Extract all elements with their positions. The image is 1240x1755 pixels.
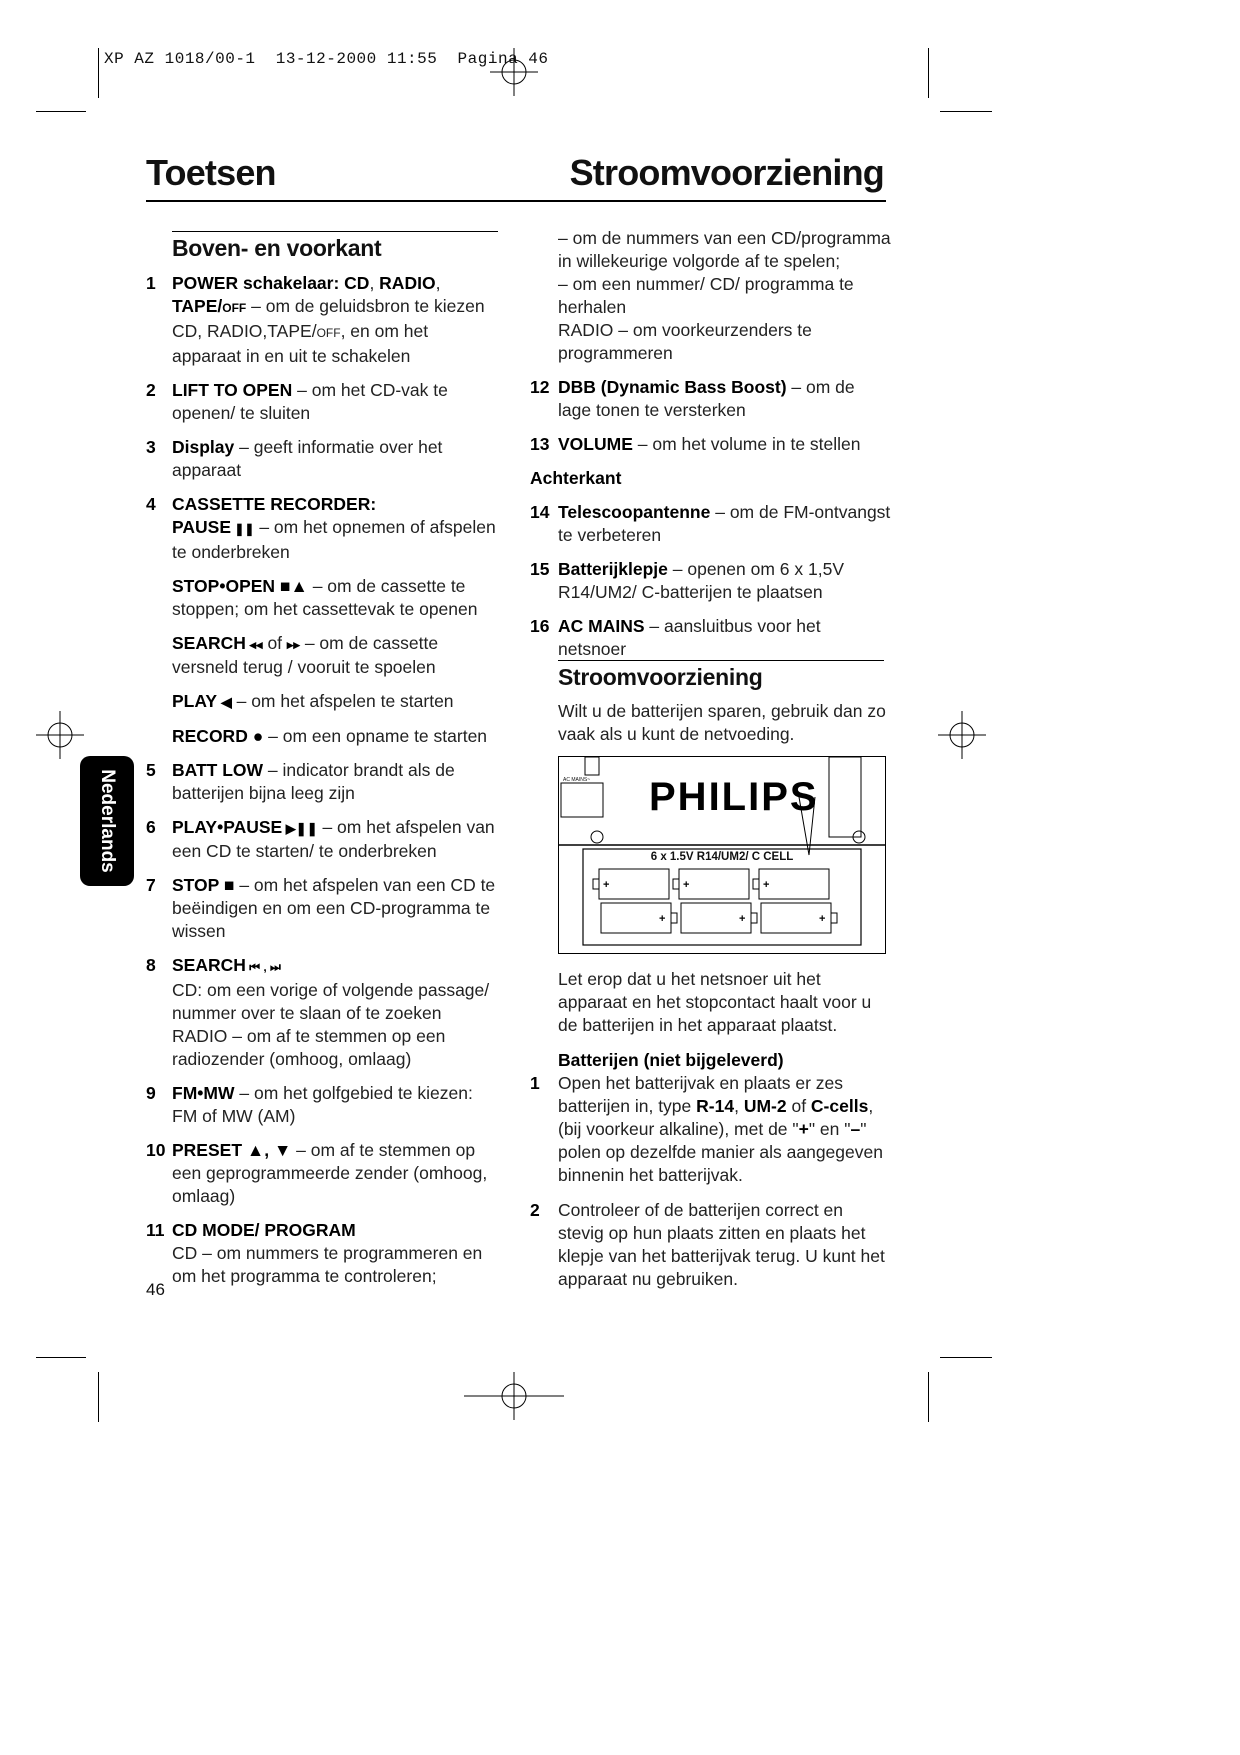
- battery-compartment-illustration: [558, 756, 886, 954]
- list-item: 8 SEARCH ⏮ , ⏭ CD: om een vorige of volgende passage/ nummer over te slaan of te zoeken RADIO – om af te stemmen op een radiozender (omhoog, omlaag): [146, 955, 490, 1069]
- list-item: STOP•OPEN ■▲ – om de cassette te stoppen; om het cassettevak te openen: [172, 576, 478, 619]
- svg-text:+: +: [763, 879, 770, 891]
- list-item: 16 AC MAINS – aansluitbus voor het netsnoer: [530, 616, 821, 659]
- svg-text:+: +: [819, 913, 826, 925]
- section-heading-power: Stroomvoorziening: [558, 664, 763, 690]
- philips-logo: PHILIPS: [649, 775, 819, 819]
- list-item: 1 POWER schakelaar: CD, RADIO, TAPE/OFF – om de geluidsbron te kiezen CD, RADIO,TAPE/OFF, en om het apparaat in en uit te schakelen: [146, 273, 485, 366]
- registration-mark-bottom: [464, 1372, 564, 1420]
- crop-mark: [98, 1372, 99, 1422]
- crop-mark: [928, 1372, 929, 1422]
- registration-mark-left: [36, 711, 84, 759]
- list-item: 2 Controleer of de batterijen correct en stevig op hun plaats zitten en plaats het klepje van het batterijvak terug. U kunt het apparaat nu gebruiken.: [530, 1200, 885, 1289]
- list-item: 1 Open het batterijvak en plaats er zes batterijen in, type R-14, UM-2 of C-cells, (bij voorkeur alkaline), met de "+" en "–" polen op dezelfde manier als aangegeven binnenin het batterijvak.: [530, 1073, 883, 1185]
- power-note: Let erop dat u het netsnoer uit het apparaat en het stopcontact haalt voor u de batterijen in het apparaat plaatst.: [558, 969, 872, 1035]
- list-item: 10 PRESET ▲, ▼ – om af te stemmen op een geprogrammeerde zender (omhoog, omlaag): [146, 1140, 488, 1206]
- back-heading: Achterkant: [530, 468, 622, 488]
- list-item: 12 DBB (Dynamic Bass Boost) – om de lage tonen te versterken: [530, 377, 855, 420]
- power-intro: Wilt u de batterijen sparen, gebruik dan zo vaak als u kunt de netvoeding.: [558, 701, 886, 744]
- list-item: 3 Display – geeft informatie over het apparaat: [146, 437, 443, 480]
- language-tab: Nederlands: [80, 756, 134, 886]
- section-rule: [558, 660, 884, 661]
- svg-text:+: +: [603, 879, 610, 891]
- print-header: XP AZ 1018/00-1 13-12-2000 11:55 Pagina 46: [104, 50, 549, 68]
- list-item: PLAY ◀ – om het afspelen te starten: [172, 691, 454, 711]
- controls-list: [146, 272, 502, 1299]
- cells-label: 6 x 1.5V R14/UM2/ C CELL: [650, 851, 794, 863]
- batteries-heading: Batterijen (niet bijgeleverd): [558, 1050, 784, 1070]
- crop-mark: [940, 1357, 992, 1358]
- list-item: 13 VOLUME – om het volume in te stellen: [530, 434, 861, 454]
- page-title-left: Toetsen: [146, 152, 276, 193]
- continued-text: – om de nummers van een CD/programma in willekeurige volgorde af te spelen; – om een nummer/ CD/ programma te herhalen RADIO – om voorkeurzenders te programmeren: [558, 228, 891, 363]
- list-item: 11 CD MODE/ PROGRAM CD – om nummers te programmeren en om het programma te controleren;: [146, 1220, 483, 1286]
- section-heading-top-front: Boven- en voorkant: [172, 235, 382, 261]
- crop-mark: [36, 1357, 86, 1358]
- ac-mains-label: AC MAINS~: [563, 777, 591, 783]
- list-item: 15 Batterijklepje – openen om 6 x 1,5V R14/UM2/ C-batterijen te plaatsen: [530, 559, 844, 602]
- list-item: SEARCH ◂◂ of ▸▸ – om de cassette versneld terug / vooruit te spoelen: [172, 633, 439, 677]
- registration-mark-right: [938, 711, 986, 759]
- svg-text:+: +: [683, 879, 690, 891]
- list-item: RECORD ● – om een opname te starten: [172, 726, 488, 746]
- crop-mark: [928, 48, 929, 98]
- page-number: 46: [146, 1280, 165, 1299]
- controls-list-continued: [530, 227, 892, 672]
- batteries-list: [530, 1072, 890, 1302]
- crop-mark: [940, 111, 992, 112]
- crop-mark: [36, 111, 86, 112]
- list-item: 9 FM•MW – om het golfgebied te kiezen: FM of MW (AM): [146, 1083, 473, 1126]
- title-rule: [146, 200, 886, 202]
- list-item: 14 Telescoopantenne – om de FM-ontvangst te verbeteren: [530, 502, 891, 545]
- list-item: 5 BATT LOW – indicator brandt als de batterijen bijna leeg zijn: [146, 760, 455, 803]
- list-item: 7 STOP ■ – om het afspelen van een CD te beëindigen en om een CD-programma te wissen: [146, 875, 496, 941]
- crop-mark: [98, 48, 99, 98]
- list-item: 4 CASSETTE RECORDER: PAUSE ❚❚ – om het opnemen of afspelen te onderbreken: [146, 494, 496, 562]
- svg-text:+: +: [659, 913, 666, 925]
- list-item: 6 PLAY•PAUSE ▶❚❚ – om het afspelen van een CD te starten/ te onderbreken: [146, 817, 495, 861]
- section-rule: [172, 231, 498, 232]
- page-title-right: Stroomvoorziening: [569, 152, 884, 193]
- list-item: 2 LIFT TO OPEN – om het CD-vak te openen/ te sluiten: [146, 380, 448, 423]
- svg-text:+: +: [739, 913, 746, 925]
